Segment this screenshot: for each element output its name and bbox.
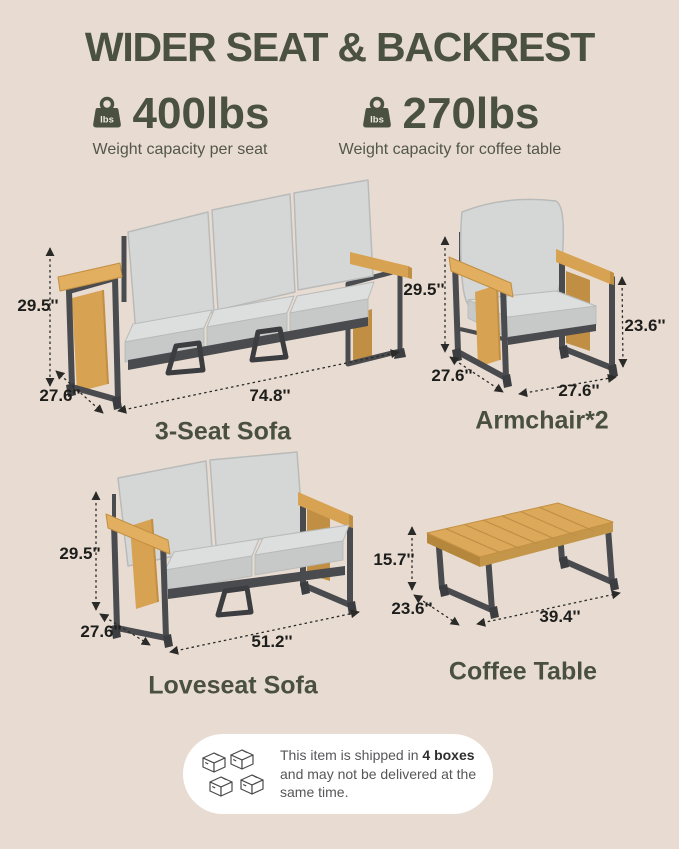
dimension-label-loveseat-height: 29.5'' bbox=[59, 544, 101, 563]
shipping-boxes-icon bbox=[200, 748, 268, 800]
coffee-table-drawing bbox=[427, 503, 619, 619]
spec-caption-table: Weight capacity for coffee table bbox=[338, 141, 562, 158]
dimension-label-table-width: 39.4'' bbox=[539, 607, 581, 626]
shipping-note-text bbox=[280, 746, 492, 803]
weight-icon-label: lbs bbox=[369, 114, 384, 126]
figure-label-sofa: 3-Seat Sofa bbox=[154, 417, 292, 446]
figure-label-armchair: Armchair*2 bbox=[475, 406, 609, 435]
dimension-label-sofa-depth: 27.6'' bbox=[39, 386, 81, 405]
spec-value-table: 270lbs bbox=[402, 89, 540, 138]
dimension-label-armchair-depth: 27.6'' bbox=[431, 366, 473, 385]
armchair-drawing bbox=[449, 199, 618, 388]
spec-caption-seat: Weight capacity per seat bbox=[92, 141, 268, 158]
loveseat-drawing bbox=[106, 452, 357, 648]
weight-icon-label: lbs bbox=[99, 114, 114, 126]
dimension-label-armchair-width: 27.6'' bbox=[558, 381, 600, 400]
shipping-note-before: This item is shipped in bbox=[280, 746, 423, 763]
figure-label-table: Coffee Table bbox=[448, 657, 598, 686]
shipping-note bbox=[183, 734, 493, 814]
figure-label-loveseat: Loveseat Sofa bbox=[148, 671, 318, 700]
dimension-label-table-depth: 23.6'' bbox=[391, 599, 433, 618]
dimension-label-table-height: 15.7'' bbox=[373, 550, 415, 569]
shipping-note-boxes: 4 boxes bbox=[422, 746, 475, 763]
dimension-label-loveseat-width: 51.2'' bbox=[251, 632, 293, 651]
dimension-label-sofa-height: 29.5'' bbox=[17, 296, 59, 315]
shipping-note-after: and may not be delivered at the same time. bbox=[280, 765, 477, 801]
page-title: WIDER SEAT & BACKREST bbox=[84, 24, 595, 70]
dimension-label-armchair-height: 29.5'' bbox=[403, 280, 445, 299]
dimension-label-loveseat-depth: 27.6'' bbox=[80, 622, 122, 641]
sofa-3seat-drawing bbox=[58, 180, 412, 410]
dimension-label-sofa-width: 74.8'' bbox=[249, 386, 291, 405]
spec-value-seat: 400lbs bbox=[132, 89, 270, 138]
dimension-label-armchair-back-height: 23.6'' bbox=[624, 316, 666, 335]
